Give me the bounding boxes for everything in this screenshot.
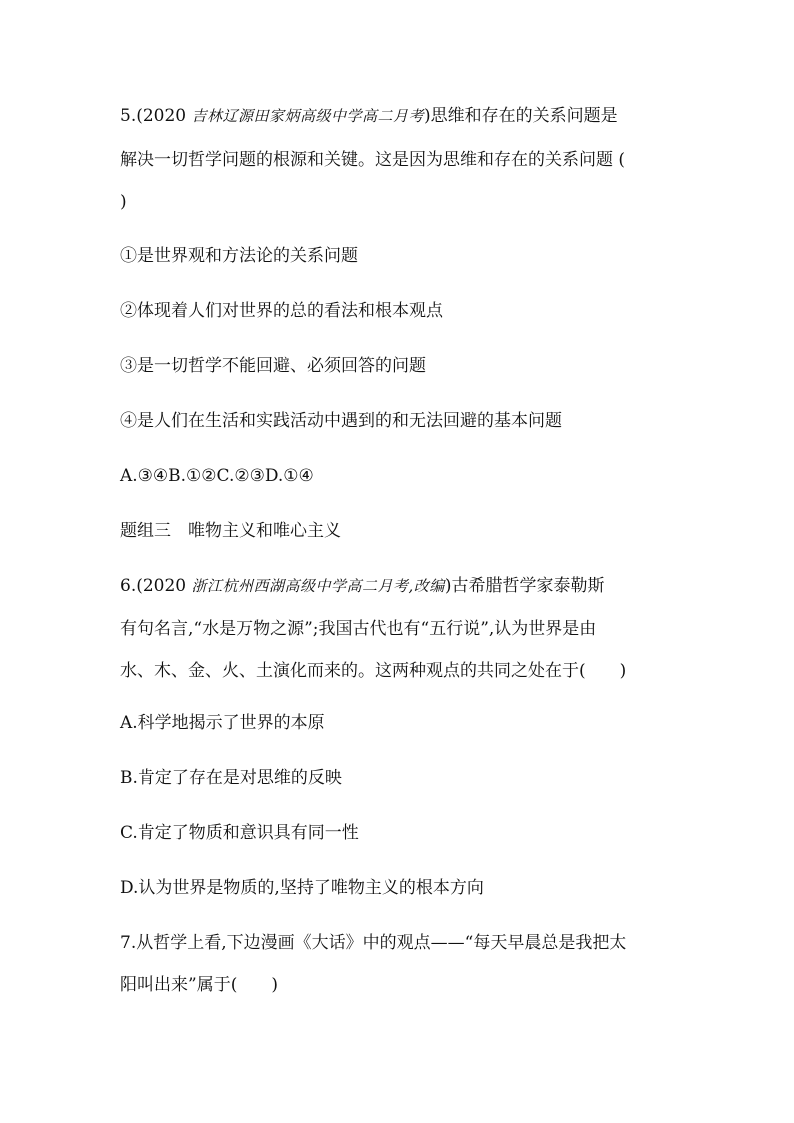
q5-options: A.③④B.①②C.②③D.①④ xyxy=(120,466,314,486)
q6-option-d: D.认为世界是物质的,坚持了唯物主义的根本方向 xyxy=(120,878,484,898)
q5-source: 吉林辽源田家炳高级中学高二月考 xyxy=(191,107,425,125)
q6-option-c: C.肯定了物质和意识具有同一性 xyxy=(120,823,359,843)
q7-stem-line-1: 7.从哲学上看,下边漫画《大话》中的观点——“每天早晨总是我把太 xyxy=(120,933,627,953)
q5-number: 5.(2020 xyxy=(120,106,192,126)
q5-statement-2: ②体现着人们对世界的总的看法和根本观点 xyxy=(120,301,443,321)
q5-stem-line-1 xyxy=(120,104,618,128)
group-heading: 题组三 唯物主义和唯心主义 xyxy=(120,521,341,541)
q5-statement-3: ③是一切哲学不能回避、必须回答的问题 xyxy=(120,356,426,376)
q6-stem-tail: )古希腊哲学家泰勒斯 xyxy=(444,576,605,596)
q6-number: 6.(2020 xyxy=(120,576,192,596)
q5-statement-4: ④是人们在生活和实践活动中遇到的和无法回避的基本问题 xyxy=(120,411,562,431)
q6-source: 浙江杭州西湖高级中学高二月考,改编 xyxy=(191,577,445,595)
q5-stem-tail: )思维和存在的关系问题是 xyxy=(424,106,618,126)
q6-option-a: A.科学地揭示了世界的本原 xyxy=(120,713,325,733)
q5-statement-1: ①是世界观和方法论的关系问题 xyxy=(120,246,358,266)
q6-stem-line-1 xyxy=(120,574,604,598)
q6-option-b: B.肯定了存在是对思维的反映 xyxy=(120,768,342,788)
q7-stem-line-2: 阳叫出来”属于( ) xyxy=(120,975,278,995)
q5-stem-line-3: ) xyxy=(120,192,127,212)
q6-stem-line-2: 有句名言,“水是万物之源”;我国古代也有“五行说”,认为世界是由 xyxy=(120,619,597,639)
q6-stem-line-3: 水、木、金、火、土演化而来的。这两种观点的共同之处在于( ) xyxy=(120,661,627,681)
q5-stem-line-2: 解决一切哲学问题的根源和关键。这是因为思维和存在的关系问题 ( xyxy=(120,150,626,170)
